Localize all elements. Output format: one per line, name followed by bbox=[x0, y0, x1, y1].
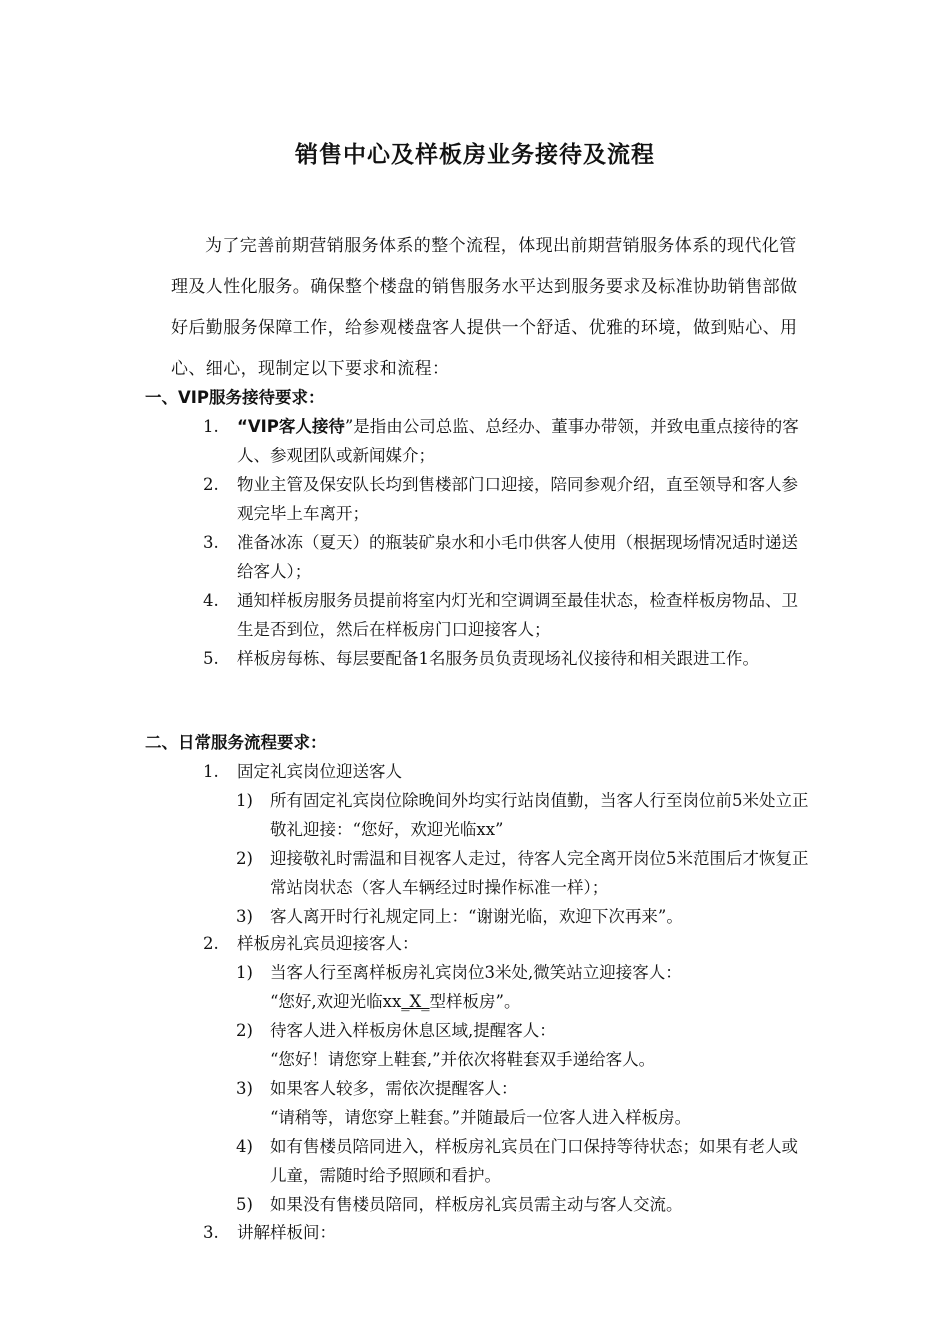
item-number: 5. bbox=[203, 649, 219, 668]
sub-item bbox=[236, 1132, 811, 1190]
section-1-heading: 一、VIP服务接待要求： bbox=[145, 388, 325, 407]
section-2-heading: 二、日常服务流程要求： bbox=[145, 733, 327, 752]
section-2-item-3 bbox=[203, 1218, 811, 1247]
sub-item-text: 当客人行至离样板房礼宾岗位3米处,微笑站立迎接客人： bbox=[270, 963, 682, 982]
sub-item-number: 4) bbox=[236, 1137, 253, 1156]
document-title: 销售中心及样板房业务接待及流程 bbox=[295, 142, 655, 168]
list-item bbox=[203, 929, 811, 958]
sub-item bbox=[236, 958, 811, 1016]
sub-item-quote: “请稍等，请您穿上鞋套。”并随最后一位客人进入样板房。 bbox=[270, 1108, 692, 1127]
item-number: 3. bbox=[203, 533, 219, 552]
list-item bbox=[203, 528, 811, 586]
sub-item bbox=[236, 844, 811, 902]
sub-item-text: 客人离开时行礼规定同上：“谢谢光临，欢迎下次再来”。 bbox=[270, 907, 683, 926]
sub-item bbox=[236, 1074, 811, 1132]
item-number: 2. bbox=[203, 475, 219, 494]
item-number: 3. bbox=[203, 1223, 219, 1242]
sub-item-number: 1) bbox=[236, 791, 253, 810]
list-item bbox=[203, 470, 811, 528]
sub-item-number: 2) bbox=[236, 849, 253, 868]
sub-item-text: 所有固定礼宾岗位除晚间外均实行站岗值勤，当客人行至岗位前5米处立正敬礼迎接：“您好，欢迎光临xx” bbox=[270, 791, 809, 839]
sub-item-text: 待客人进入样板房休息区域,提醒客人： bbox=[270, 1021, 556, 1040]
item-number: 4. bbox=[203, 591, 219, 610]
sub-item-number: 3) bbox=[236, 907, 253, 926]
section-2-item-2-subs bbox=[236, 958, 811, 1219]
model-placeholder: _X_ bbox=[401, 992, 430, 1011]
item-text: 准备冰冻（夏天）的瓶装矿泉水和小毛巾供客人使用（根据现场情况适时递送给客人）； bbox=[237, 533, 798, 581]
item-text: 物业主管及保安队长均到售楼部门口迎接，陪同参观介绍，直至领导和客人参观完毕上车离开； bbox=[237, 475, 798, 523]
intro-paragraph bbox=[171, 226, 811, 390]
item-bold-term: “VIP客人接待 bbox=[237, 417, 345, 436]
list-item bbox=[203, 644, 811, 673]
sub-item-text: 如果没有售楼员陪同，样板房礼宾员需主动与客人交流。 bbox=[270, 1195, 683, 1214]
sub-item bbox=[236, 902, 811, 931]
section-2-item-2 bbox=[203, 929, 811, 958]
sub-item-number: 2) bbox=[236, 1021, 253, 1040]
sub-item-number: 3) bbox=[236, 1079, 253, 1098]
item-number: 2. bbox=[203, 934, 219, 953]
sub-item-quote: “您好,欢迎光临xx_X_型样板房”。 bbox=[270, 992, 521, 1011]
item-number: 1. bbox=[203, 762, 219, 781]
list-item bbox=[203, 586, 811, 644]
sub-item bbox=[236, 1016, 811, 1074]
item-text: 通知样板房服务员提前将室内灯光和空调调至最佳状态，检查样板房物品、卫生是否到位，然后在样板房门口迎接客人； bbox=[237, 591, 798, 639]
section-2-item-1 bbox=[203, 757, 811, 786]
item-text: 样板房每栋、每层要配备1名服务员负责现场礼仪接待和相关跟进工作。 bbox=[237, 649, 759, 668]
item-text: 样板房礼宾员迎接客人： bbox=[237, 934, 419, 953]
sub-item-quote: “您好！请您穿上鞋套,”并依次将鞋套双手递给客人。 bbox=[270, 1050, 656, 1069]
sub-item-number: 5) bbox=[236, 1195, 253, 1214]
sub-item-text: 如果客人较多，需依次提醒客人： bbox=[270, 1079, 518, 1098]
sub-item-text: 迎接敬礼时需温和目视客人走过，待客人完全离开岗位5米范围后才恢复正常站岗状态（客人车辆经过时操作标准一样）； bbox=[270, 849, 809, 897]
item-text: 固定礼宾岗位迎送客人 bbox=[237, 762, 402, 781]
list-item bbox=[203, 1218, 811, 1247]
item-text: 讲解样板间： bbox=[237, 1223, 336, 1242]
section-2-item-1-subs bbox=[236, 786, 811, 931]
list-item bbox=[203, 757, 811, 786]
sub-item-text: 如有售楼员陪同进入，样板房礼宾员在门口保持等待状态；如果有老人或儿童，需随时给予照顾和看护。 bbox=[270, 1137, 798, 1185]
sub-item bbox=[236, 786, 811, 844]
list-item bbox=[203, 412, 811, 470]
sub-item bbox=[236, 1190, 811, 1219]
sub-item-number: 1) bbox=[236, 963, 253, 982]
section-1-list bbox=[203, 412, 811, 673]
item-number: 1. bbox=[203, 417, 219, 436]
intro-text: 为了完善前期营销服务体系的整个流程，体现出前期营销服务体系的现代化管理及人性化服务。确保整个楼盘的销售服务水平达到服务要求及标准协助销售部做好后勤服务保障工作，给参观楼盘客人提供一个舒适、优雅的环境，做到贴心、用心、细心，现制定以下要求和流程： bbox=[171, 236, 798, 379]
item-text: ”是指由公司总监、总经办、董事办带领，并致电重点接待的客人、参观团队或新闻媒介； bbox=[237, 417, 799, 465]
